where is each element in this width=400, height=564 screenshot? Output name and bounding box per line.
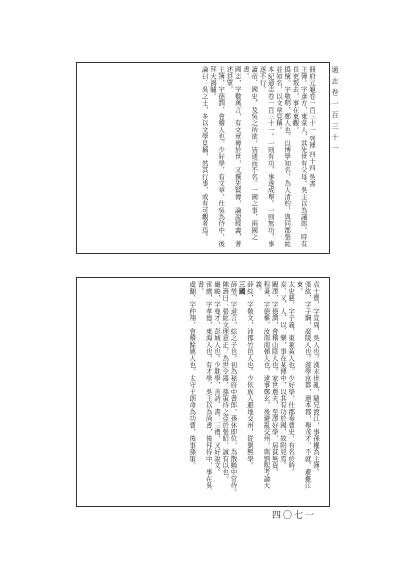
text-column: 冊府元龜卷一百三十一 列傳 四十四 吳書 [308,66,316,187]
text-column: 主簿，宇德潤，會稽人也。少好學，有文章，仕吳為侍中，後拜大鴻臚。 [209,66,226,247]
volume-title-vertical: 通 志 卷 一 百 三 十 一 [331,66,339,153]
text-column: 主簿。宇彥方，東菜人，其先世有父母。吳主以為議郎。時有長吏叛去，事在東觀。 [291,66,308,247]
text-column: 雷鷹，宇孝德，東海人也，有才學，吳主以為尚書，後拜侍中，事在吳書。 [196,281,213,489]
text-column: 陳壽曰：張紘文理意正，為世令器，孫策待之亞於張昭，誠有以也。 [221,281,230,482]
text-column: 本紀通志卷一百三十一。一則有功，事遂成舉。一則無功，事遂不行。 [258,66,275,247]
text-column: 太史慈，字子義，東萊黃人也。少好學，仕郡奏曹史，有名於時。 [287,281,296,476]
text-column: 撝懷。宇敬明，鄭人也。以博學知名，為人清約，與同郡張紘並知名，以文章見稱。 [275,66,292,247]
text-column: 讀帝、國史，及吳之所欲，皆通而不名。一國之事，兩國之書。 [242,66,259,241]
text-column: 薛瑩，字道言，綜之子也。初為秘府中書郎，孫休即位，為散騎中常侍。 [229,281,238,496]
text-column: 程秉，字德樞，汝南南頓人也。逮事鄭玄，後避亂交州，與劉熙考論大義。 [254,281,271,489]
text-column: 闞澤，字德潤，會稽山陰人也。家世農夫，至澤好學，居貧無資。 [270,281,279,476]
bottom-text-columns [84,281,320,501]
text-column: 國志，宇數萬言，有文章傳於世，又撰先賢傳，論說經義，著述甚眾。 [225,66,242,247]
page-number: 四〇七一 [271,511,316,521]
text-column: 嚴畯，字曼才，彭城人也。少耽學，善詩、書、三禮，又好說文。 [213,281,221,476]
section-heading: 三國 [237,281,246,295]
top-text-columns [84,66,316,248]
text-column: 論曰：吳之士，多以文學見稱，然其行事，或有可觀者焉。 [200,66,209,241]
text-column: 泰、又、人、以、樂，事在某傳中，以其有功於國，故附見焉。 [279,281,287,469]
text-column: 張紘，字子綱，廣陵人也。遊學京都，還本郡，舉茂才，不就。避難江東。 [295,281,312,489]
text-column: 袁士寶，字宣周，吳人也。漢末世亂，隨兄渡江，事孫權為主簿。 [312,281,320,476]
text-column: 虞翻，字仲翔，會稽餘姚人也。太守王朗命為功曹，後事孫策。 [188,281,197,469]
text-column: 薛綜，字敬文，沛郡竹邑人也。少依族人避地交州，從劉熙學。 [246,281,254,469]
